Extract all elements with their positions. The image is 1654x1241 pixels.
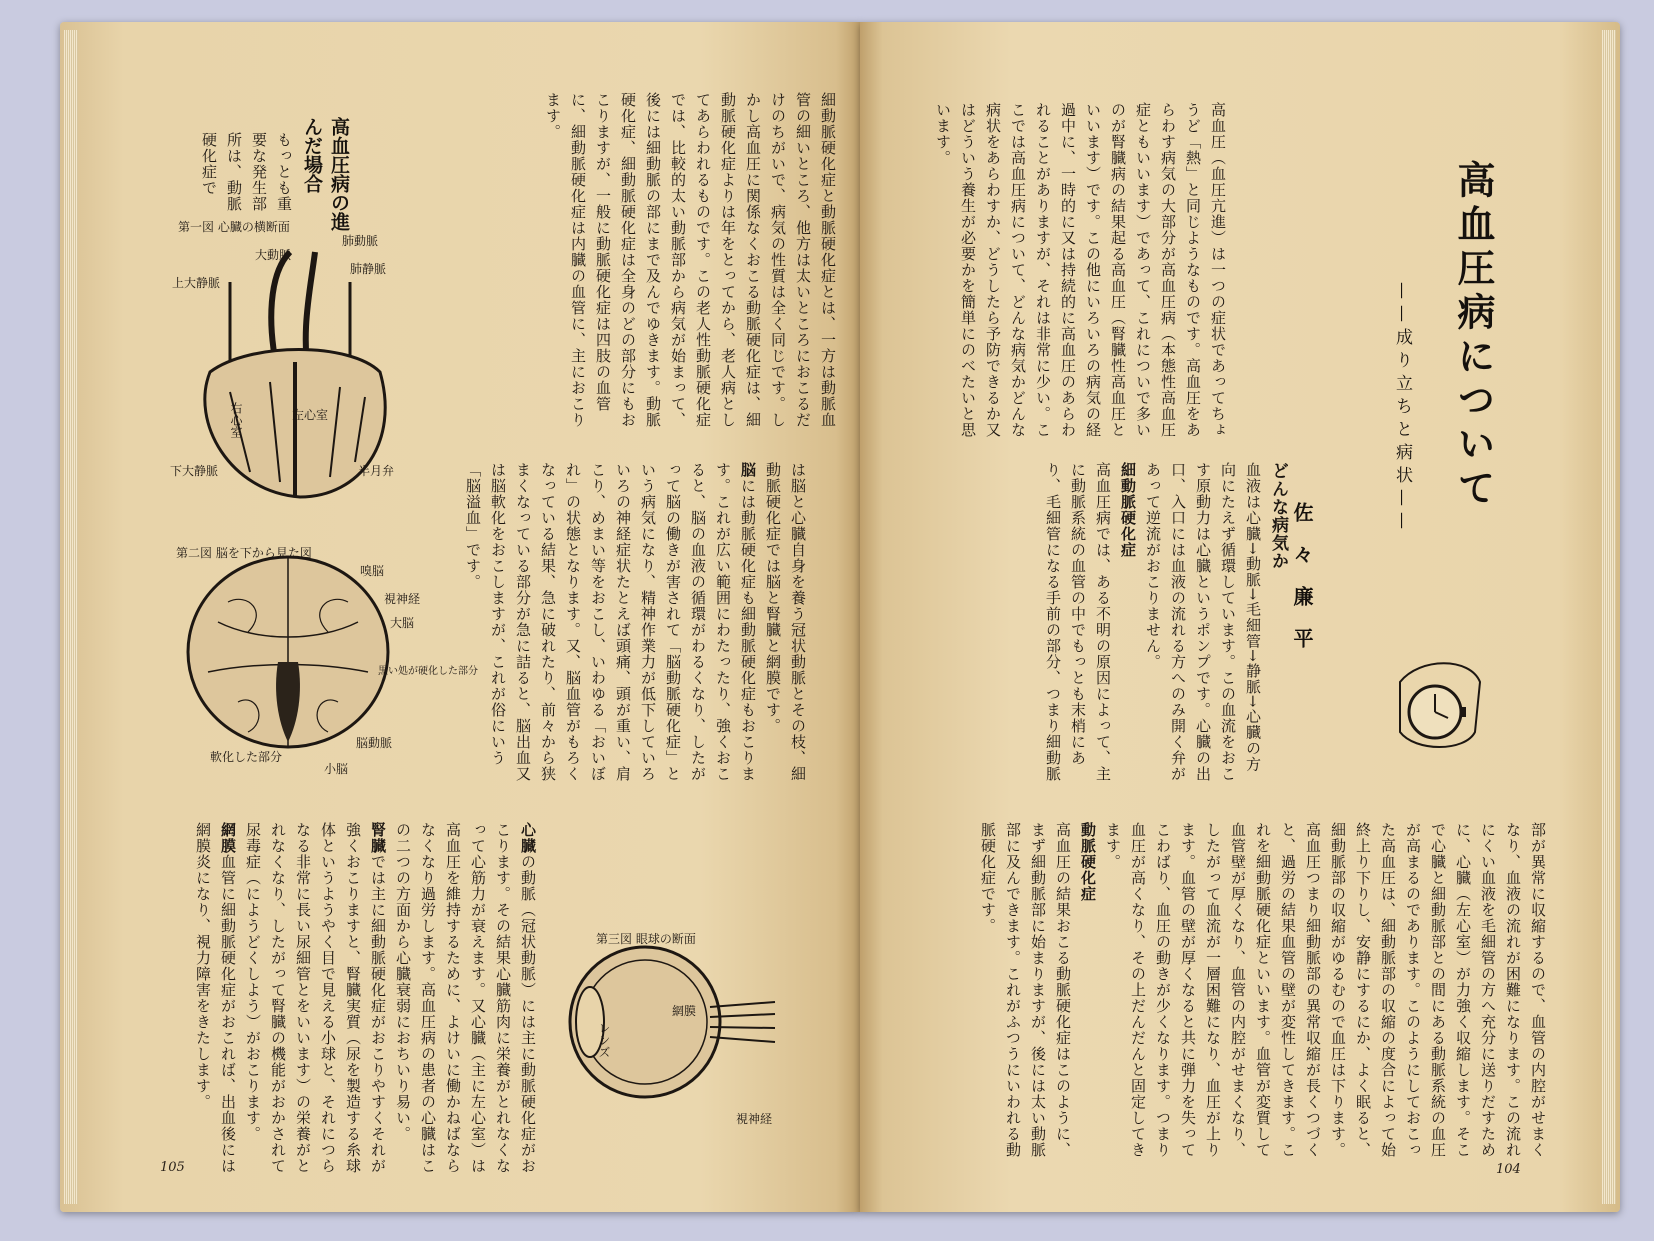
fig2-label: 大脳 xyxy=(390,616,415,630)
fig1-label: 左心室 xyxy=(292,408,329,422)
author-name: 佐々廉平 xyxy=(1290,502,1314,670)
fig2-label: 嗅脳 xyxy=(360,564,385,578)
fig2-label: 脳動脈 xyxy=(356,736,393,750)
left-col2-text xyxy=(420,462,810,782)
fig1-label: 大動脈 xyxy=(255,248,292,262)
figure-eye xyxy=(560,922,780,1122)
fig2-label: 黒い処が硬化した部分 xyxy=(378,666,478,677)
article-title: 高血圧病について xyxy=(1451,160,1496,512)
fig1-label: 肺動脈 xyxy=(342,234,379,248)
page-number-right: 104 xyxy=(1496,1162,1521,1177)
col2-a: は脳と心臓自身を養う冠状動脈とその枝、細動脈硬化症では脳と腎臓と網膜です。 xyxy=(764,462,807,782)
fig1-label: 上大静脈 xyxy=(172,276,221,290)
fig2-label: 小脳 xyxy=(324,762,349,776)
left-bottom-text xyxy=(180,822,540,1182)
fig2-caption: 第二図 脳を下から見た図 xyxy=(176,546,312,560)
wristwatch-icon xyxy=(1380,652,1490,762)
article-subtitle: ——成り立ちと病状—— xyxy=(1392,282,1412,535)
section3-text: 高血圧の結果おこる動脈硬化症はこのように、まず細動脈部に始まりますが、後には太い動脈部に及んできます。これがふつうにいわれる動脈硬化症です。 xyxy=(979,822,1072,1158)
page-edge xyxy=(1602,30,1616,1204)
col2-b: には動脈硬化症も細動脈硬化症もおこります。これが広い範囲にわたったり、強くおこると、脳の血液の循環がわるくなり、したがって脳の働きが害されて「脳動脈硬化症」という病気になり、精神作業力が低下していろいろの神経症状たとえば頭痛、頭が重い、肩こり、めまい等をおこし、いわゆる「おいぼれ」の状態となります。又、脳血管がもろくなっている結果、急に破れたり、前々から狭まくなっている部分が急に詰ると、脳出血又は脳軟化をおこしますが、これが俗にいう「脳溢血」です。 xyxy=(464,462,757,782)
kidney-text: では主に細動脈硬化症がおこりやすくそれが強くおこりますと、腎臓実質（尿を製造する糸球体というようやく目で見える小球と、それにつらなる非常に長い尿細管とをいいます）の栄養がとれなくなり、したがって腎臓の機能がおかされて尿毒症（にようどくしよう）がおこります。 xyxy=(244,822,387,1174)
fig1-label: 半月弁 xyxy=(358,464,395,478)
brain-heading: 脳 xyxy=(739,462,757,478)
section2-text: 高血圧病では、ある不明の原因によって、主に動脈系統の血管の中でもっとも末梢にあり、毛細管になる手前の部分、つまり細動脈 xyxy=(1044,462,1112,782)
intro-text: 高血圧（血圧亢進）は一つの症状であってちょうど「熱」と同じようなものです。高血圧をあらわす病気の大部分が高血圧病（本態性高血圧症ともいいます）であって、これについで多いのが腎臓病の結果起る高血圧（腎臓性高血圧といいます）です。この他にいろいろの病気の経過中に、一時的に又は持続的に高血圧のあらわれることがありますが、それは非常に少い。ここでは高血圧病について、どんな病気かどんな病状をあらわすか、どうしたら予防できるか又はどういう養生が必要かを簡単にのべたいと思います。 xyxy=(934,102,1227,438)
fig2-label: 軟化した部分 xyxy=(210,750,283,764)
section1-text: 血液は心臓→動脈→毛細管→静脈→心臓の方向にたえず循環しています。この血流をおこす原動力は心臓というポンプです。心臓の出口、入口には血液の流れる方へのみ開く弁があって逆流がおこりません。 xyxy=(1144,462,1262,782)
fig3-caption: 第三図 眼球の断面 xyxy=(596,932,696,946)
sidebar-heading: 高血圧病の進んだ場合 xyxy=(301,117,350,231)
fig3-label: レンズ xyxy=(597,1022,611,1058)
fig1-caption: 第一図 心臓の横断面 xyxy=(178,220,290,234)
fig2-label: 視神経 xyxy=(384,592,421,606)
right-bottom-text xyxy=(900,822,1550,1162)
open-book xyxy=(60,22,1620,1212)
section2-heading: 細動脈硬化症 xyxy=(1119,462,1137,558)
heart-heading: 心臓 xyxy=(519,822,537,854)
fig3-label: 網膜 xyxy=(672,1004,697,1018)
kidney-heading: 腎臓 xyxy=(369,822,387,854)
bottom-text: 部が異常に収縮するので、血管の内腔がせまくなり、血液の流れが困難になります。この流れにくい血液を毛細管の方へ充分に送りだすために、心臓（左心室）が力強く収縮します。そこで心臓と細動脈部との間にある動脈系統の血圧が高まるのであります。このようにしておこった高血圧は、細動脈部の収縮の度合によって始終上り下りし、安静にするにか、よく眠ると、細動脈部の収縮がゆるむので血圧は下ります。高血圧つまり細動脈部の異常収縮が長くつづくと、過労の結果血管の壁が変性してきます。これを細動脈硬化症といいます。血管が変質して血管壁が厚くなり、血管の内腔がせまくなり、したがって血流が一層困難になり、血圧が上ります。血管の壁が厚くなると共に弾力を失ってこわばり、血圧の動きが少くなります。つまり血圧が高くなり、その上だんだんと固定してきます。 xyxy=(1104,822,1547,1158)
figure-heart xyxy=(170,212,420,502)
retina-heading: 網膜 xyxy=(219,822,237,854)
fig1-label: 肺静脈 xyxy=(350,262,387,276)
section1-heading: どんな病気か xyxy=(1268,462,1288,570)
fig1-label: 下大静脈 xyxy=(170,464,219,478)
left-page xyxy=(60,22,860,1212)
left-col1-text: 細動脈硬化症と動脈硬化症とは、一方は動脈血管の細いところ、他方は太いところにおこるだけのちがいで、病気の性質は全く同じです。しかし高血圧に関係なくおこる動脈硬化症は、細動脈硬化症よりは年をとってから、老人病としてあらわれるものです。この老人性動脈硬化症では、比較的太い動脈部から病気が始まって、後には細動脈の部にまで及んでゆきます。動脈硬化症、細動脈硬化症は全身のどの部分にもおこりますが、一般に動脈硬化症は四肢の血管に、細動脈硬化症は内臓の血管に、主におこります。 xyxy=(544,92,837,428)
sidebar-text: もっとも重要な発生部所は、動脈硬化症で xyxy=(200,132,293,212)
page-edge xyxy=(64,30,78,1204)
fig1-label: 右心室 xyxy=(229,402,243,438)
heart-text: の動脈（冠状動脈）には主に動脈硬化症がおこります。その結果心臓筋肉に栄養がとれなくなって心筋力が衰えます。又心臓（主に左心室）は高血圧を維持するために、よけいに働かねばならなくなり過労します。高血圧病の患者の心臓はこの二つの方面から心臓衰弱におちいり易い。 xyxy=(394,822,537,1174)
page-number-left: 105 xyxy=(160,1160,185,1175)
section3-heading: 動脈硬化症 xyxy=(1079,822,1097,902)
right-page xyxy=(860,22,1620,1212)
section1-block xyxy=(920,462,1290,782)
fig3-label: 視神経 xyxy=(736,1112,773,1126)
retina-text: 血管に細動脈硬化症がおこれば、出血後には網膜炎になり、視力障害をきたします。 xyxy=(194,822,237,1174)
